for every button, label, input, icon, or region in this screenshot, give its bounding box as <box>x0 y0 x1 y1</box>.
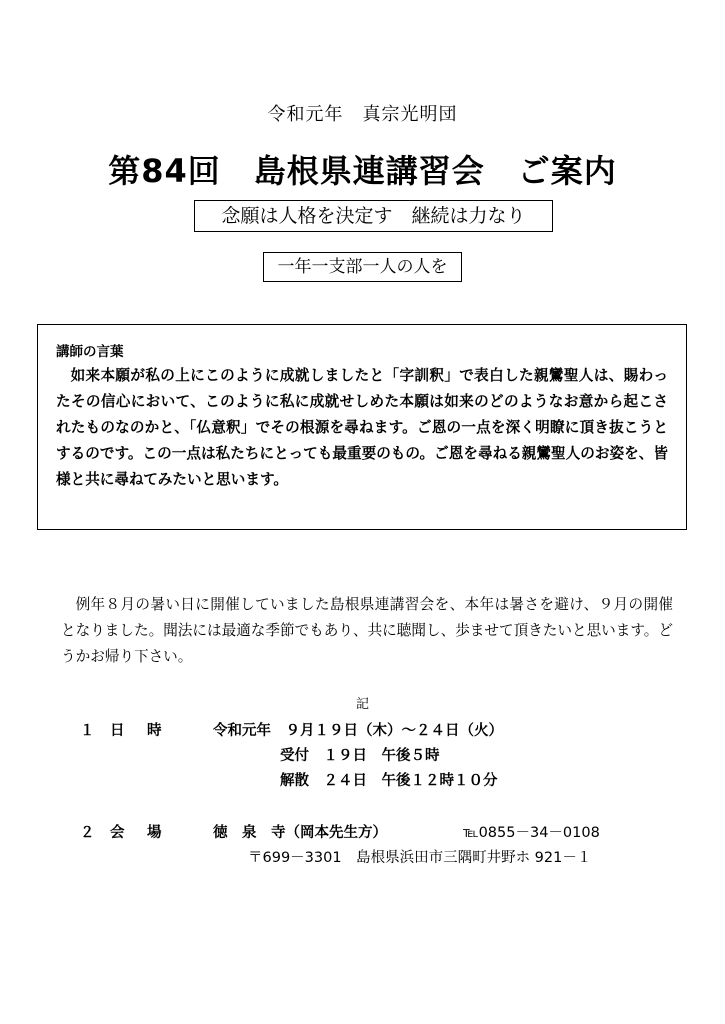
schedule-label: 日 時 <box>110 723 166 739</box>
lecture-body: 如来本願が私の上にこのように成就しましたと「字訓釈」で表白した親鸞聖人は、賜わったその信心において、このように私に成就せしめた本願は如来のどのようなお意から起こされたものなのかと、「仏意釈」でその根源を尋ねます。ご恩の一点を深く明瞭に頂き抜こうとするのです。この一点は私たちにとっても最重要のもの。ご恩を尋ねる親鸞聖人のお姿を、皆様と共に尋ねてみたいと思います。 <box>56 367 668 488</box>
lecture-box <box>37 324 687 530</box>
venue-label: 会 場 <box>110 825 166 841</box>
ki-marker: 記 <box>356 697 370 712</box>
page-title: 第84回 島根県連講習会 ご案内 <box>108 152 617 190</box>
intro-paragraph: 例年８月の暑い日に開催していました島根県連講習会を、本年は暑さを避け、９月の開催となりました。聞法には最適な季節でもあり、共に聴聞し、歩ませて頂きたいと思います。どうかお帰り下さい。 <box>61 596 673 665</box>
schedule-reception: 受付 １９日 午後５時 <box>280 748 440 764</box>
venue-number: ２ <box>80 825 95 841</box>
lecture-heading: 講師の言葉 <box>56 344 124 360</box>
schedule-number: １ <box>80 723 95 739</box>
slogan-main-box: 念願は人格を決定す 継続は力なり <box>194 200 553 232</box>
venue-tel: ℡0855－34－0108 <box>463 825 600 841</box>
slogan-sub-box: 一年一支部一人の人を <box>263 252 462 282</box>
venue-name: 徳 泉 寺（岡本先生方） <box>213 825 387 841</box>
schedule-dates: 令和元年 ９月１９日（木）～２４日（火） <box>213 723 503 739</box>
schedule-dismissal: 解散 ２４日 午後１２時１０分 <box>280 773 498 789</box>
venue-address: 〒699－3301 島根県浜田市三隅町井野ホ 921－１ <box>248 850 592 866</box>
organization-line: 令和元年 真宗光明団 <box>267 104 458 125</box>
